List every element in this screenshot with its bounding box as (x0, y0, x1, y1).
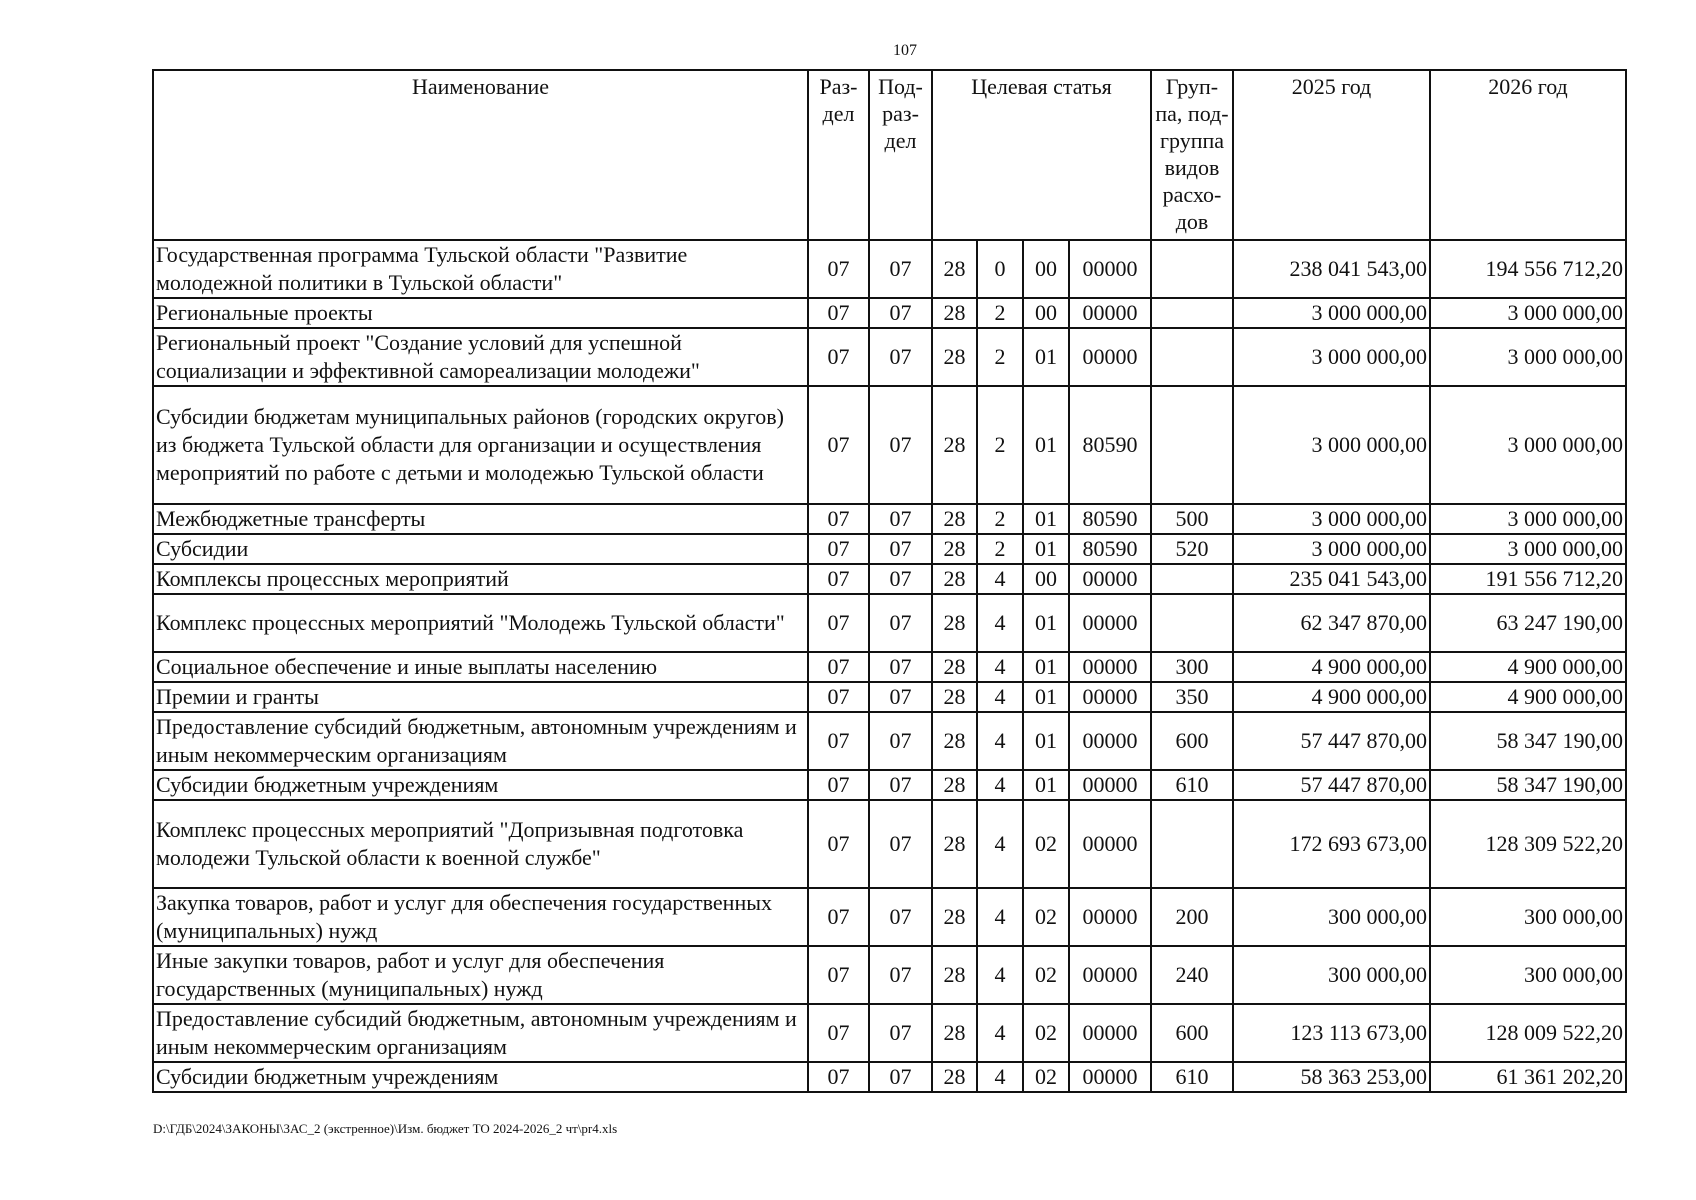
cell-name: Государственная программа Тульской области "Развитие молодежной политики в Тульской области" (153, 240, 808, 298)
cell-target-program: 28 (932, 652, 977, 682)
cell-target-program: 28 (932, 564, 977, 594)
cell-section: 07 (808, 946, 869, 1004)
cell-amount-2026: 61 361 202,20 (1430, 1062, 1626, 1092)
cell-name: Субсидии бюджетным учреждениям (153, 770, 808, 800)
cell-section: 07 (808, 682, 869, 712)
cell-target-type: 4 (977, 652, 1023, 682)
cell-target-type: 2 (977, 534, 1023, 564)
header-section: Раз-дел (808, 70, 869, 240)
cell-section: 07 (808, 712, 869, 770)
cell-amount-2025: 3 000 000,00 (1233, 328, 1430, 386)
cell-subsection: 07 (869, 594, 932, 652)
cell-amount-2026: 194 556 712,20 (1430, 240, 1626, 298)
cell-section: 07 (808, 1004, 869, 1062)
cell-amount-2026: 3 000 000,00 (1430, 298, 1626, 328)
cell-section: 07 (808, 652, 869, 682)
cell-target-direction: 00000 (1069, 564, 1151, 594)
cell-expense-group (1151, 564, 1233, 594)
cell-target-program: 28 (932, 888, 977, 946)
cell-amount-2026: 3 000 000,00 (1430, 386, 1626, 504)
cell-amount-2025: 62 347 870,00 (1233, 594, 1430, 652)
table-row (153, 712, 1626, 770)
cell-target-direction: 00000 (1069, 800, 1151, 888)
cell-target-type: 0 (977, 240, 1023, 298)
cell-target-type: 4 (977, 594, 1023, 652)
cell-subsection: 07 (869, 564, 932, 594)
cell-name: Закупка товаров, работ и услуг для обеспечения государственных (муниципальных) нужд (153, 888, 808, 946)
cell-amount-2026: 128 009 522,20 (1430, 1004, 1626, 1062)
cell-name: Комплекс процессных мероприятий "Допризывная подготовка молодежи Тульской области к военной службе" (153, 800, 808, 888)
cell-target-structure: 02 (1023, 888, 1069, 946)
cell-section: 07 (808, 1062, 869, 1092)
cell-expense-group: 200 (1151, 888, 1233, 946)
cell-target-type: 4 (977, 1062, 1023, 1092)
table-row (153, 652, 1626, 682)
cell-amount-2026: 4 900 000,00 (1430, 682, 1626, 712)
cell-target-direction: 00000 (1069, 1062, 1151, 1092)
cell-subsection: 07 (869, 240, 932, 298)
cell-name: Предоставление субсидий бюджетным, автономным учреждениям и иным некоммерческим организациям (153, 1004, 808, 1062)
cell-target-structure: 01 (1023, 504, 1069, 534)
cell-subsection: 07 (869, 534, 932, 564)
cell-target-structure: 00 (1023, 298, 1069, 328)
cell-target-structure: 01 (1023, 652, 1069, 682)
header-year-2026: 2026 год (1430, 70, 1626, 240)
table-row (153, 504, 1626, 534)
cell-target-structure: 01 (1023, 682, 1069, 712)
cell-target-structure: 02 (1023, 1062, 1069, 1092)
cell-name: Межбюджетные трансферты (153, 504, 808, 534)
header-year-2025: 2025 год (1233, 70, 1430, 240)
cell-target-type: 2 (977, 298, 1023, 328)
header-name: Наименование (153, 70, 808, 240)
cell-amount-2026: 4 900 000,00 (1430, 652, 1626, 682)
cell-subsection: 07 (869, 386, 932, 504)
cell-target-direction: 80590 (1069, 504, 1151, 534)
cell-amount-2026: 128 309 522,20 (1430, 800, 1626, 888)
cell-target-program: 28 (932, 328, 977, 386)
cell-target-program: 28 (932, 504, 977, 534)
cell-name: Предоставление субсидий бюджетным, автономным учреждениям и иным некоммерческим организациям (153, 712, 808, 770)
header-target-article: Целевая статья (932, 70, 1151, 240)
table-row (153, 564, 1626, 594)
cell-section: 07 (808, 594, 869, 652)
cell-target-structure: 02 (1023, 946, 1069, 1004)
cell-target-direction: 00000 (1069, 328, 1151, 386)
cell-name: Субсидии бюджетным учреждениям (153, 1062, 808, 1092)
cell-name: Субсидии бюджетам муниципальных районов (городских округов) из бюджета Тульской области для организации и осуществления мероприятий по работе с детьми и молодежью Тульской области (153, 386, 808, 504)
cell-target-program: 28 (932, 1062, 977, 1092)
cell-amount-2025: 3 000 000,00 (1233, 504, 1430, 534)
cell-expense-group: 500 (1151, 504, 1233, 534)
cell-target-type: 2 (977, 386, 1023, 504)
budget-table (152, 69, 1627, 1093)
cell-amount-2026: 300 000,00 (1430, 946, 1626, 1004)
cell-expense-group (1151, 800, 1233, 888)
cell-amount-2026: 3 000 000,00 (1430, 328, 1626, 386)
cell-target-program: 28 (932, 682, 977, 712)
cell-subsection: 07 (869, 504, 932, 534)
cell-target-direction: 00000 (1069, 682, 1151, 712)
cell-amount-2025: 57 447 870,00 (1233, 712, 1430, 770)
cell-target-type: 4 (977, 800, 1023, 888)
cell-name: Региональные проекты (153, 298, 808, 328)
cell-target-program: 28 (932, 534, 977, 564)
cell-subsection: 07 (869, 298, 932, 328)
header-expense-group: Груп-па, под-группа видов расхо-дов (1151, 70, 1233, 240)
cell-target-type: 4 (977, 888, 1023, 946)
cell-amount-2026: 58 347 190,00 (1430, 712, 1626, 770)
cell-target-type: 4 (977, 770, 1023, 800)
cell-target-structure: 02 (1023, 800, 1069, 888)
cell-expense-group: 610 (1151, 770, 1233, 800)
cell-target-program: 28 (932, 946, 977, 1004)
cell-section: 07 (808, 888, 869, 946)
cell-amount-2025: 4 900 000,00 (1233, 652, 1430, 682)
cell-subsection: 07 (869, 328, 932, 386)
cell-target-program: 28 (932, 800, 977, 888)
cell-amount-2026: 3 000 000,00 (1430, 534, 1626, 564)
table-row (153, 386, 1626, 504)
cell-section: 07 (808, 386, 869, 504)
cell-subsection: 07 (869, 682, 932, 712)
cell-subsection: 07 (869, 770, 932, 800)
cell-target-program: 28 (932, 712, 977, 770)
cell-target-structure: 01 (1023, 328, 1069, 386)
cell-expense-group (1151, 328, 1233, 386)
cell-expense-group: 520 (1151, 534, 1233, 564)
cell-subsection: 07 (869, 1004, 932, 1062)
cell-target-program: 28 (932, 240, 977, 298)
cell-target-direction: 00000 (1069, 594, 1151, 652)
cell-target-program: 28 (932, 594, 977, 652)
cell-target-type: 4 (977, 682, 1023, 712)
cell-target-direction: 00000 (1069, 240, 1151, 298)
cell-subsection: 07 (869, 652, 932, 682)
cell-section: 07 (808, 328, 869, 386)
cell-target-type: 4 (977, 564, 1023, 594)
table-row (153, 682, 1626, 712)
cell-target-direction: 80590 (1069, 534, 1151, 564)
cell-amount-2025: 235 041 543,00 (1233, 564, 1430, 594)
cell-amount-2025: 3 000 000,00 (1233, 534, 1430, 564)
page-number: 107 (893, 42, 917, 59)
cell-expense-group (1151, 298, 1233, 328)
cell-amount-2026: 300 000,00 (1430, 888, 1626, 946)
cell-amount-2025: 3 000 000,00 (1233, 386, 1430, 504)
cell-expense-group (1151, 386, 1233, 504)
cell-target-type: 2 (977, 328, 1023, 386)
cell-target-program: 28 (932, 386, 977, 504)
table-row (153, 594, 1626, 652)
cell-expense-group (1151, 594, 1233, 652)
table-row (153, 534, 1626, 564)
cell-target-structure: 01 (1023, 712, 1069, 770)
cell-target-type: 4 (977, 712, 1023, 770)
file-path-footer: D:\ГДБ\2024\ЗАКОНЫ\ЗАС_2 (экстренное)\Изм. бюджет ТО 2024-2026_2 чт\pr4.xls (153, 1121, 618, 1136)
table-row (153, 240, 1626, 298)
cell-section: 07 (808, 298, 869, 328)
cell-target-direction: 80590 (1069, 386, 1151, 504)
cell-target-type: 4 (977, 946, 1023, 1004)
cell-target-structure: 01 (1023, 386, 1069, 504)
cell-amount-2025: 57 447 870,00 (1233, 770, 1430, 800)
cell-target-direction: 00000 (1069, 652, 1151, 682)
cell-section: 07 (808, 534, 869, 564)
cell-name: Социальное обеспечение и иные выплаты населению (153, 652, 808, 682)
cell-target-direction: 00000 (1069, 298, 1151, 328)
cell-amount-2025: 300 000,00 (1233, 888, 1430, 946)
cell-target-direction: 00000 (1069, 946, 1151, 1004)
cell-subsection: 07 (869, 888, 932, 946)
cell-name: Региональный проект "Создание условий для успешной социализации и эффективной самореализации молодежи" (153, 328, 808, 386)
cell-subsection: 07 (869, 946, 932, 1004)
cell-name: Комплексы процессных мероприятий (153, 564, 808, 594)
cell-section: 07 (808, 504, 869, 534)
cell-amount-2025: 4 900 000,00 (1233, 682, 1430, 712)
cell-name: Комплекс процессных мероприятий "Молодежь Тульской области" (153, 594, 808, 652)
cell-amount-2025: 123 113 673,00 (1233, 1004, 1430, 1062)
table-row (153, 328, 1626, 386)
cell-target-structure: 02 (1023, 1004, 1069, 1062)
cell-expense-group (1151, 240, 1233, 298)
table-header-row (153, 70, 1626, 240)
table-body (153, 240, 1626, 1092)
table-row (153, 298, 1626, 328)
cell-section: 07 (808, 770, 869, 800)
cell-target-structure: 00 (1023, 564, 1069, 594)
table-row (153, 946, 1626, 1004)
cell-target-structure: 01 (1023, 594, 1069, 652)
cell-target-program: 28 (932, 298, 977, 328)
cell-target-program: 28 (932, 1004, 977, 1062)
cell-subsection: 07 (869, 712, 932, 770)
cell-expense-group: 350 (1151, 682, 1233, 712)
cell-target-structure: 01 (1023, 534, 1069, 564)
cell-amount-2026: 58 347 190,00 (1430, 770, 1626, 800)
cell-name: Премии и гранты (153, 682, 808, 712)
table-row (153, 1062, 1626, 1092)
cell-target-type: 4 (977, 1004, 1023, 1062)
cell-expense-group: 600 (1151, 712, 1233, 770)
cell-amount-2026: 191 556 712,20 (1430, 564, 1626, 594)
cell-expense-group: 600 (1151, 1004, 1233, 1062)
cell-target-direction: 00000 (1069, 770, 1151, 800)
cell-section: 07 (808, 800, 869, 888)
cell-target-direction: 00000 (1069, 888, 1151, 946)
cell-expense-group: 610 (1151, 1062, 1233, 1092)
header-subsection: Под-раз-дел (869, 70, 932, 240)
cell-target-structure: 00 (1023, 240, 1069, 298)
cell-section: 07 (808, 564, 869, 594)
cell-amount-2025: 3 000 000,00 (1233, 298, 1430, 328)
cell-target-direction: 00000 (1069, 1004, 1151, 1062)
cell-amount-2025: 238 041 543,00 (1233, 240, 1430, 298)
cell-target-direction: 00000 (1069, 712, 1151, 770)
cell-section: 07 (808, 240, 869, 298)
cell-subsection: 07 (869, 800, 932, 888)
cell-target-structure: 01 (1023, 770, 1069, 800)
cell-subsection: 07 (869, 1062, 932, 1092)
cell-expense-group: 300 (1151, 652, 1233, 682)
table-row (153, 800, 1626, 888)
cell-amount-2025: 58 363 253,00 (1233, 1062, 1430, 1092)
cell-target-type: 2 (977, 504, 1023, 534)
cell-expense-group: 240 (1151, 946, 1233, 1004)
table-row (153, 1004, 1626, 1062)
cell-amount-2026: 3 000 000,00 (1430, 504, 1626, 534)
cell-target-program: 28 (932, 770, 977, 800)
cell-name: Субсидии (153, 534, 808, 564)
table-row (153, 770, 1626, 800)
cell-amount-2026: 63 247 190,00 (1430, 594, 1626, 652)
table-row (153, 888, 1626, 946)
cell-amount-2025: 172 693 673,00 (1233, 800, 1430, 888)
cell-amount-2025: 300 000,00 (1233, 946, 1430, 1004)
cell-name: Иные закупки товаров, работ и услуг для обеспечения государственных (муниципальных) нужд (153, 946, 808, 1004)
